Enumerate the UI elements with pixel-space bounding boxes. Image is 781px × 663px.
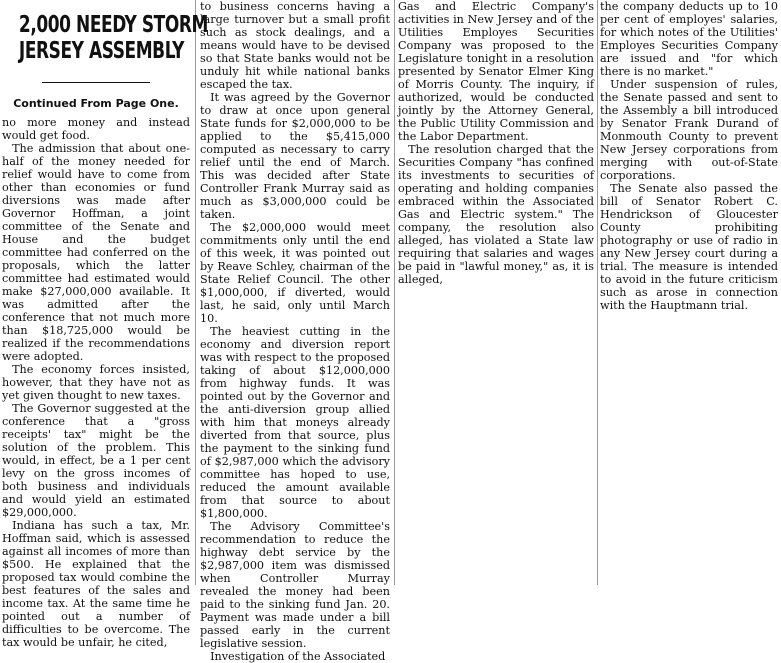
column-rule-3 — [597, 0, 598, 585]
article-column-4 — [600, 0, 778, 585]
paragraph: The $2,000,000 would meet commitments only until the end of this week, it was pointed out by Reave Schley, chairman of the State Relief Council. The other $1,000,000, if diverted, would last, he said, only until March 10. — [200, 221, 390, 325]
paragraph: The Senate also passed the bill of Senator Robert C. Hendrickson of Gloucester County prohibiting photography or use of radio in any New Jersey court during a trial. The measure is intended to avoid in the future criticism such as arose in connection with the Hauptmann trial. — [600, 182, 778, 312]
column-rule-1 — [195, 0, 196, 585]
headline-line-2: JERSEY ASSEMBLY — [18, 38, 185, 64]
paragraph: The heaviest cutting in the economy and diversion report was with respect to the proposed taking of about $12,000,000 from highway funds. It was pointed out by the Governor and the anti-diversion group allied with him that moneys already diverted from that source, plus the payment to the sinking fund of $2,987,000 which the advisory committee has hoped to use, reduced the amount available from that source to about $1,800,000. — [200, 325, 390, 520]
paragraph: Under suspension of rules, the Senate passed and sent to the Assembly a bill introduced by Senator Frank Durand of Monmouth County to prevent New Jersey corporations from merging with out-of-State corporations. — [600, 78, 778, 182]
article-column-1 — [2, 0, 208, 649]
paragraph: Investigation of the Associated — [210, 650, 386, 663]
headline-divider — [42, 82, 150, 83]
paragraph: The resolution charged that the Securities Company "has confined its investments to securities of operating and holding companies embraced within the Associated Gas and Electric system." The company, the resolution also alleged, has violated a State law requiring that salaries and wages be paid in "lawful money," as, it is alleged, — [398, 143, 594, 286]
paragraph: Gas and Electric Company's activities in New Jersey and of the Utilities Employes Securities Company was proposed to the Legislature tonight in a resolution presented by Senator Elmer King of Morris County. The inquiry, if authorized, would be conducted jointly by the Attorney General, the Public Utility Commission and the Labor Department. — [398, 0, 594, 143]
article-column-2 — [200, 0, 390, 663]
paragraph: The economy forces insisted, however, that they have not as yet given thought to new taxes. — [2, 363, 190, 402]
article-column-3 — [398, 0, 594, 585]
paragraph: The admission that about one-half of the money needed for relief would have to come from other than economies or fund diversions was made after Governor Hoffman, a joint committee of the Senate and House and the budget committee had conferred on the proposals, which the latter committee had estimated would make $27,000,000 available. It was admitted after the conference that not much more than $18,725,000 would be realized if the recommendations were adopted. — [2, 142, 190, 363]
headline — [18, 12, 208, 64]
paragraph: It was agreed by the Governor to draw at once upon general State funds for $2,000,000 to be applied to the $5,415,000 computed as necessary to carry relief until the end of March. This was decided after State Controller Frank Murray said as much as $3,000,000 could be taken. — [200, 91, 390, 221]
paragraph: to business concerns having a large turnover but a small profit such as stock dealings, and a means would have to be devised so that State banks would not be unduly hit while national banks escaped the tax. — [200, 0, 390, 91]
headline-line-1: 2,000 NEEDY STORM — [18, 12, 208, 38]
paragraph: The Advisory Committee's recommendation to reduce the highway debt service by the $2,987,000 item was dismissed when Controller Murray revealed the money had been paid to the sinking fund Jan. 20. Payment was made under a bill passed early in the current legislative session. — [200, 520, 390, 650]
paragraph: Indiana has such a tax, Mr. Hoffman said, which is assessed against all incomes of more than $500. He explained that the proposed tax would combine the best features of the sales and income tax. At the same time he pointed out a number of difficulties to be overcome. The tax would be unfair, he cited, — [2, 519, 190, 649]
paragraph: no more money and instead would get food. — [2, 116, 190, 142]
paragraph: the company deducts up to 10 per cent of employes' salaries, for which notes of the Utilities' Employes Securities Company are issued and "for which there is no market." — [600, 0, 778, 78]
column-rule-2 — [394, 0, 395, 585]
paragraph: The Governor suggested at the conference that a "gross receipts' tax" might be the solution of the problem. This would, in effect, be a 1 per cent levy on the gross incomes of both business and individuals and would yield an estimated $29,000,000. — [2, 402, 190, 519]
continuation-subhead: Continued From Page One. — [13, 97, 179, 110]
